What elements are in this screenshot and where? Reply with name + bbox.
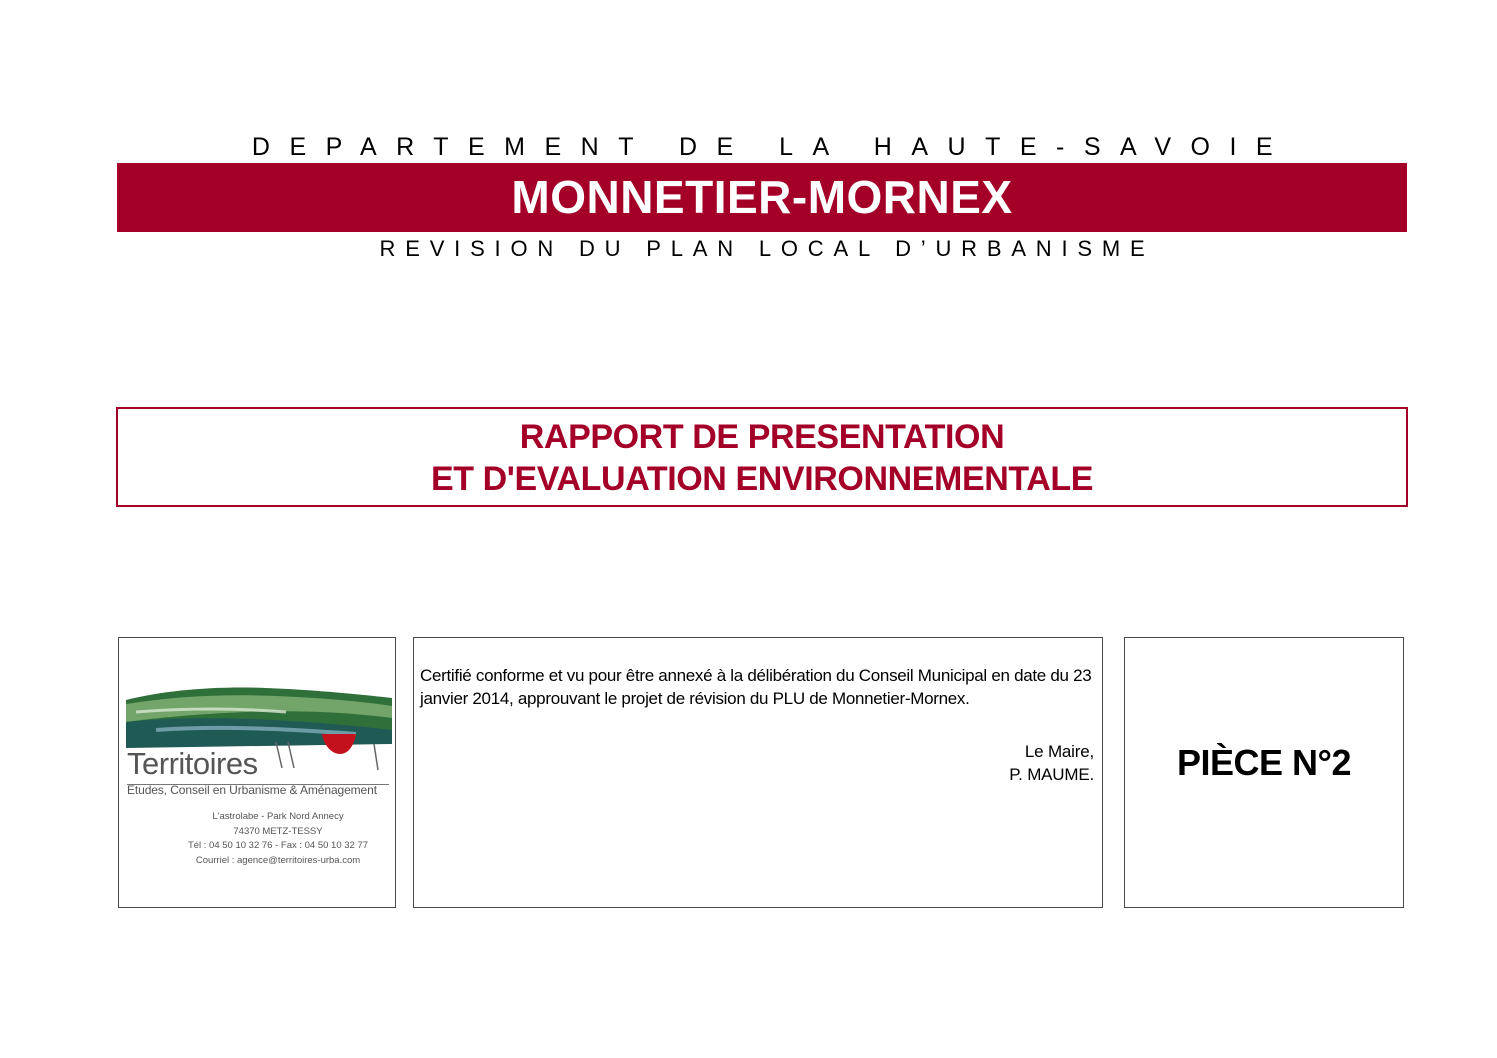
signature-block: [1009, 740, 1094, 786]
company-name: Territoires: [127, 746, 258, 781]
document-title-box: [116, 407, 1408, 507]
document-title-line1: RAPPORT DE PRESENTATION: [519, 418, 1005, 456]
email: Courriel : agence@territoires-urba.com: [195, 854, 361, 866]
piece-panel: [1124, 637, 1404, 908]
commune-banner: [117, 163, 1407, 232]
logo-panel: [118, 637, 396, 908]
company-address: [119, 810, 397, 868]
signatory-name: P. MAUME.: [1009, 765, 1094, 784]
company-tagline: Etudes, Conseil en Urbanisme & Aménagement: [127, 783, 377, 797]
phone-fax: Tél : 04 50 10 32 76 - Fax : 04 50 10 32 77: [187, 840, 369, 851]
address-line-1: L'astrolabe - Park Nord Annecy: [212, 811, 344, 822]
address-line-2: 74370 METZ-TESSY: [233, 825, 323, 837]
certification-text: Certifié conforme et vu pour être annexé à la délibération du Conseil Municipal en date du 23 janvier 2014, approuvant le projet de révision du PLU de Monnetier-Mornex.: [420, 666, 1092, 708]
piece-number: PIÈCE N°2: [1177, 742, 1351, 783]
certification-panel: [413, 637, 1103, 908]
department-heading: DEPARTEMENT DE LA HAUTE-SAVOIE: [251, 133, 1293, 161]
document-title-line2: ET D'EVALUATION ENVIRONNEMENTALE: [430, 460, 1094, 498]
signatory-title: Le Maire,: [1024, 742, 1094, 761]
plu-subtitle: REVISION DU PLAN LOCAL D’URBANISME: [379, 236, 1155, 261]
commune-name: MONNETIER-MORNEX: [511, 171, 1013, 223]
